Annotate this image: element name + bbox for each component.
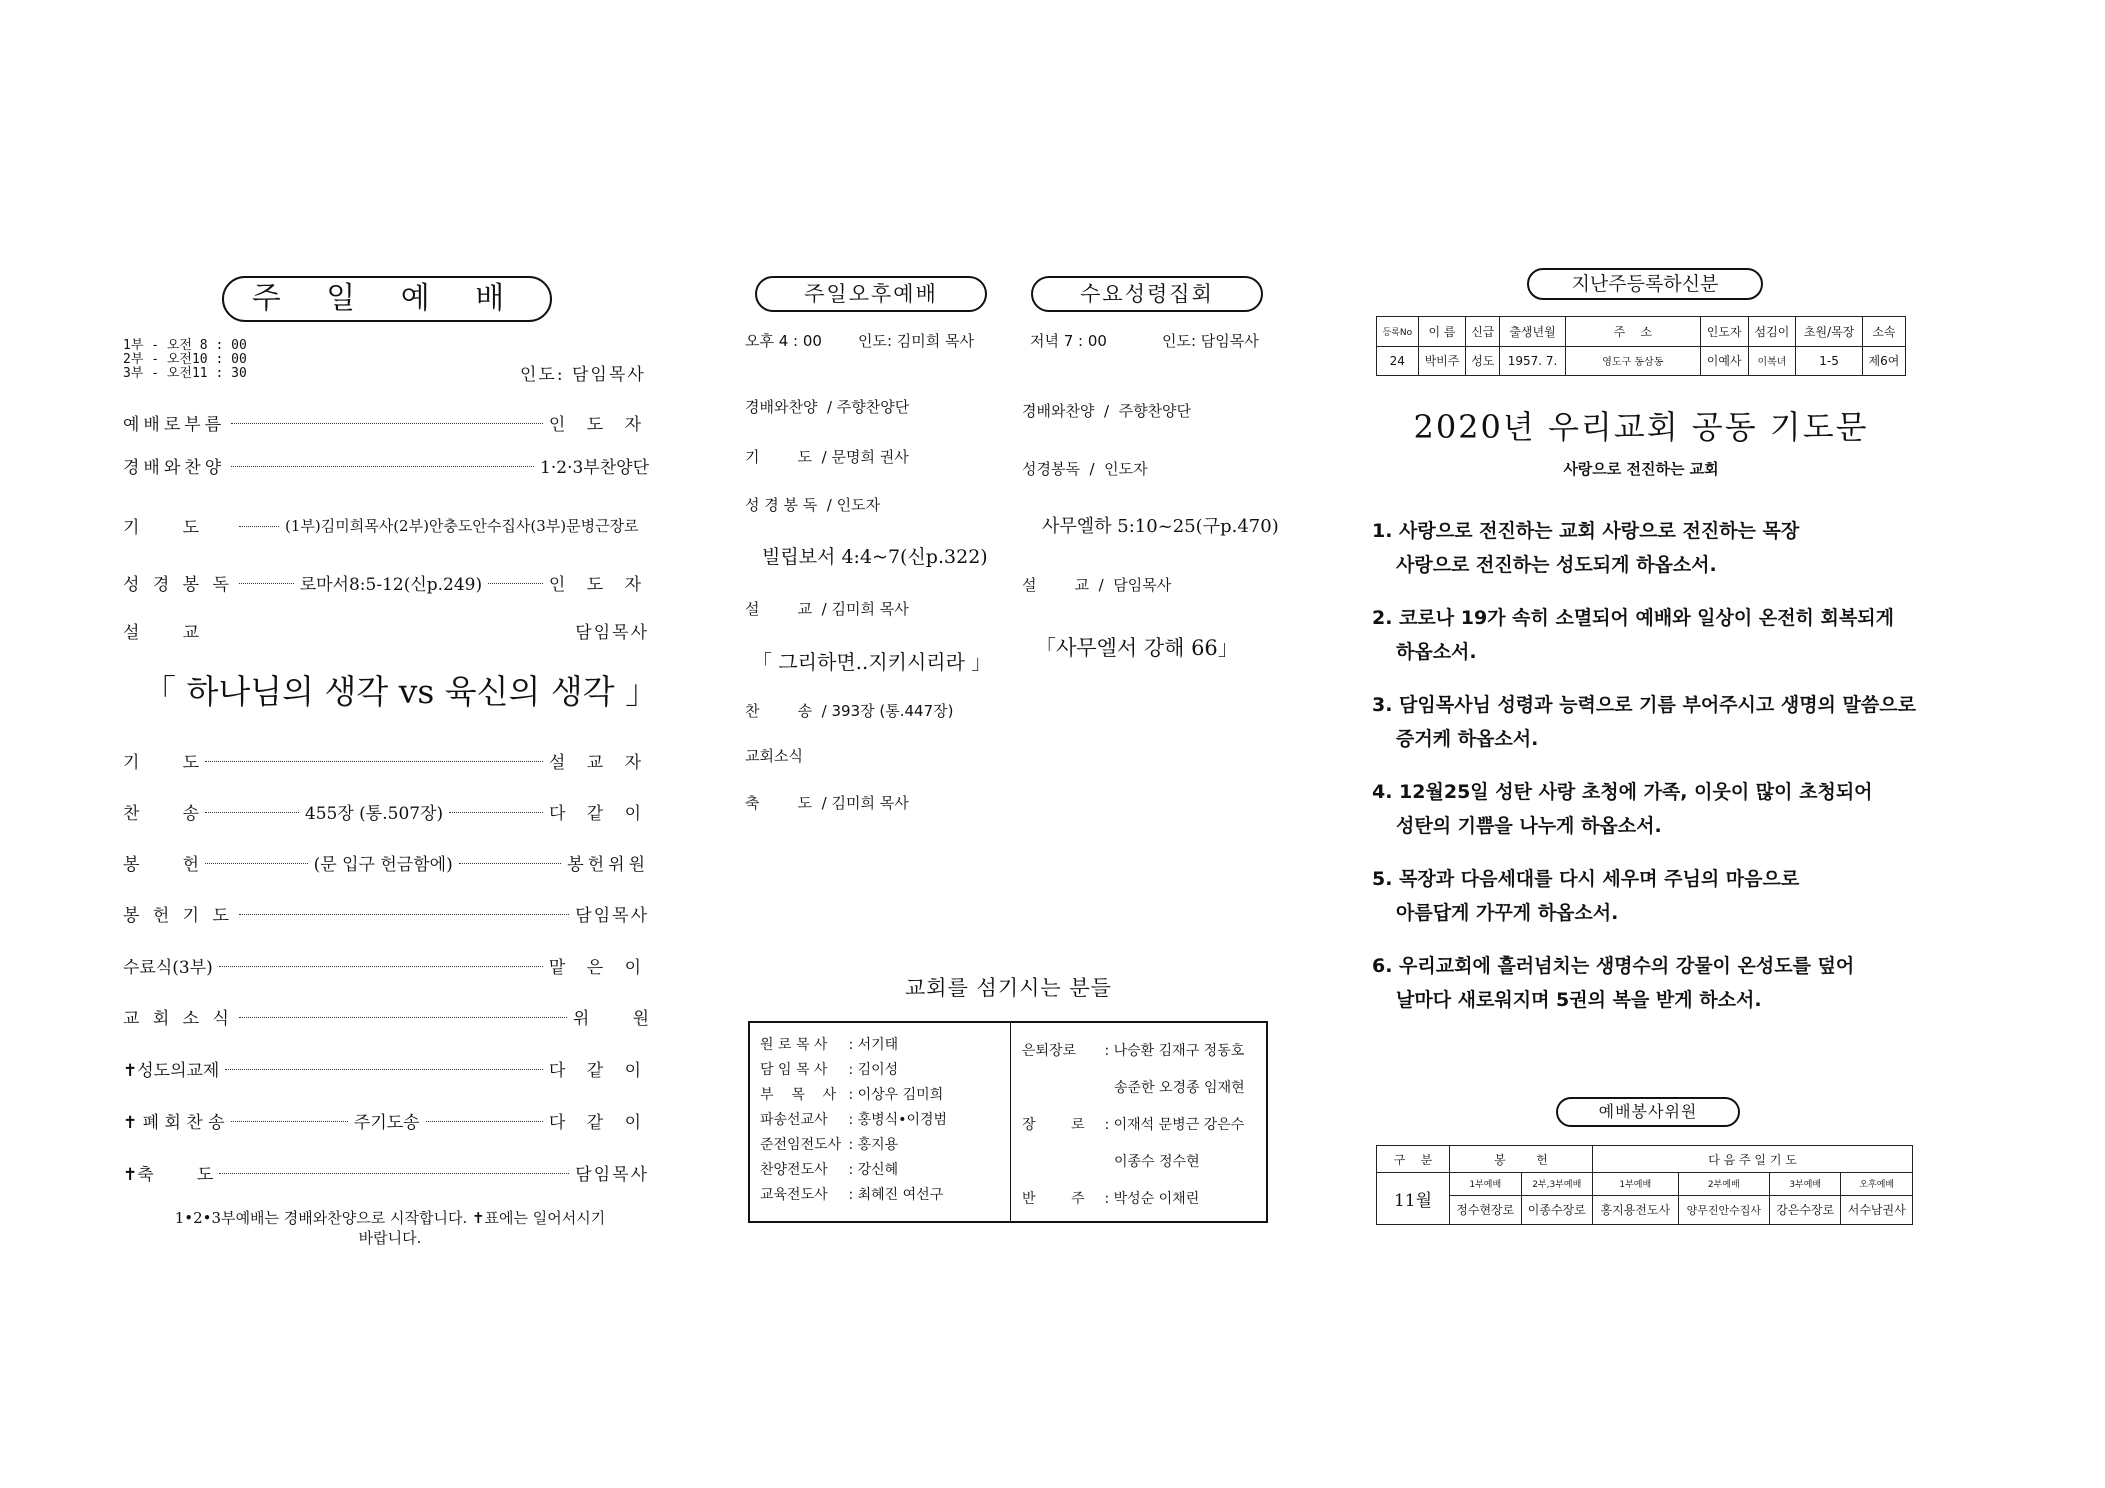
prayer-line: 5. 목장과 다음세대를 다시 세우며 주님의 마음으로 (1372, 868, 1800, 890)
staff-role: 반 주 (1022, 1191, 1085, 1207)
order-label: ✝축 도 (123, 1165, 214, 1185)
cell: 이예사 (1700, 346, 1748, 376)
order-row (123, 799, 649, 824)
cell: 박비주 (1418, 346, 1466, 376)
leader-dots (426, 1121, 543, 1122)
leader-dots (239, 526, 279, 527)
order-row (123, 1056, 649, 1081)
time-1: 1부 - 오전 8 : 00 (123, 338, 247, 353)
staff-role: 담 임 목 사 (760, 1062, 828, 1078)
cell: 영도구 동삼동 (1565, 346, 1700, 376)
prayer-line: 증거케 하옵소서. (1396, 728, 1539, 750)
sermon-title: 「 하나님의 생각 vs 육신의 생각 」 (143, 672, 659, 711)
header-cell: 소속 (1862, 317, 1905, 347)
staff-names: 송준한 오경종 임재현 (1114, 1080, 1245, 1096)
leader-dots (219, 1173, 569, 1174)
table-row (1377, 346, 1906, 376)
order-right: 다 같 이 (548, 1061, 649, 1081)
afternoon-item: 경배와찬양 / 주향찬양단 (745, 398, 910, 416)
staff-box (748, 1021, 1268, 1223)
afternoon-item: 기 도 / 문명희 권사 (745, 448, 909, 466)
order-right: 1·2·3부찬양단 (540, 458, 649, 478)
staff-names: 나승환 김재구 정동호 (1113, 1043, 1245, 1059)
order-right: 설 교 자 (548, 753, 649, 773)
sunday-leader: 인도: 담임목사 (520, 365, 646, 385)
leader-dots (205, 761, 543, 762)
staff-role: 장 로 (1022, 1117, 1085, 1133)
cell: 제6여 (1862, 346, 1905, 376)
cell: 24 (1377, 346, 1419, 376)
staff-right (1022, 1033, 1245, 1218)
prayer-line: 성탄의 기쁨을 나누게 하옵소서. (1396, 815, 1662, 837)
staff-role: 찬양전도사 (760, 1162, 828, 1178)
time-3: 3부 - 오전11 : 30 (123, 366, 247, 381)
prayer-list (1372, 514, 1932, 1017)
service-times (123, 339, 247, 381)
staff-role: 은퇴장로 (1022, 1043, 1077, 1059)
header-cell: 봉 헌 (1450, 1146, 1593, 1173)
order-row (123, 618, 649, 643)
footnote-line1: 1•2•3부예배는 경배와찬양으로 시작합니다. ✝표에는 일어서시기 (174, 1209, 606, 1227)
order-mid: 455장 (통.507장) (304, 804, 444, 824)
prayer-line: 아름답게 가꾸게 하옵소서. (1396, 902, 1619, 924)
name-cell: 강은수장로 (1769, 1195, 1841, 1224)
prayer-subtitle: 사랑으로 전진하는 교회 (1563, 460, 1719, 478)
order-right: 인 도 자 (548, 575, 649, 595)
leader-dots (231, 466, 534, 467)
order-row (123, 850, 649, 875)
order-label: 찬 송 (123, 804, 200, 824)
sub-cell: 2부예배 (1678, 1173, 1769, 1196)
afternoon-item: 설 교 / 김미희 목사 (745, 600, 909, 618)
order-right: 담임목사 (575, 906, 649, 926)
wednesday-time: 저녁 7 : 00 (1030, 332, 1107, 350)
leader-dots (459, 863, 562, 864)
sunday-footnote (140, 1208, 640, 1248)
wednesday-item: 성경봉독 / 인도자 (1022, 460, 1148, 478)
sub-cell: 3부예배 (1769, 1173, 1841, 1196)
service-sub-row (1377, 1173, 1913, 1196)
registration-table (1376, 316, 1906, 376)
order-label: ✝성도의교제 (123, 1061, 220, 1081)
afternoon-time: 오후 4 : 00 (745, 332, 822, 350)
staff-left (760, 1033, 947, 1208)
staff-role: 파송선교사 (760, 1112, 828, 1128)
order-label: 기 도 (123, 753, 200, 773)
leader-dots (239, 583, 294, 584)
order-row (123, 901, 649, 926)
footnote-line2: 바랍니다. (358, 1229, 422, 1247)
header-cell: 섬김이 (1748, 317, 1796, 347)
afternoon-item: 축 도 / 김미희 목사 (745, 794, 909, 812)
cell: 성도 (1466, 346, 1500, 376)
staff-names: 이재석 문병근 강은수 (1113, 1117, 1245, 1133)
staff-names: 서기태 (857, 1037, 899, 1053)
header-cell: 출생년월 (1500, 317, 1566, 347)
order-row (123, 748, 649, 773)
leader-dots (225, 1069, 543, 1070)
sub-cell: 1부예배 (1593, 1173, 1679, 1196)
order-right: 인 도 자 (548, 415, 649, 435)
service-title: 예배봉사위원 (1556, 1097, 1740, 1127)
staff-row: 장 로 : 이재석 문병근 강은수 (1022, 1107, 1245, 1144)
prayer-item (1372, 688, 1932, 756)
order-row (123, 453, 649, 478)
afternoon-sermon-title: 「 그리하면..지키시리라 」 (752, 650, 992, 674)
prayer-line: 1. 사랑으로 전진하는 교회 사랑으로 전진하는 목장 (1372, 520, 1800, 542)
prayer-line: 하옵소서. (1396, 641, 1477, 663)
staff-names: 강신혜 (857, 1162, 899, 1178)
staff-role: 교육전도사 (760, 1187, 828, 1203)
header-cell: 다 음 주 일 기 도 (1593, 1146, 1913, 1173)
leader-dots (239, 914, 569, 915)
staff-row: 원 로 목 사 : 서기태 (760, 1033, 947, 1058)
prayer-line: 4. 12월25일 성탄 사랑 초청에 가족, 이웃이 많이 초청되어 (1372, 781, 1873, 803)
leader-dots (219, 966, 543, 967)
order-right: (1부)김미희목사(2부)안충도안수집사(3부)문병근장로 (285, 517, 639, 535)
name-cell: 양무진안수집사 (1678, 1195, 1769, 1224)
afternoon-scripture: 빌립보서 4:4~7(신p.322) (762, 546, 988, 568)
leader-dots (231, 1121, 348, 1122)
header-cell: 인도자 (1700, 317, 1748, 347)
order-mid: (문 입구 헌금함에) (313, 855, 453, 875)
leader-dots (205, 812, 299, 813)
leader-dots (205, 863, 308, 864)
order-right: 위 원 (572, 1009, 649, 1029)
header-cell: 주 소 (1565, 317, 1700, 347)
afternoon-item: 찬 송 / 393장 (통.447장) (745, 702, 954, 720)
order-row (123, 410, 649, 435)
registration-title: 지난주등록하신분 (1527, 268, 1763, 300)
month-cell: 11월 (1377, 1173, 1450, 1225)
afternoon-title: 주일오후예배 (755, 276, 987, 312)
prayer-item (1372, 949, 1932, 1017)
name-cell: 정수현장로 (1450, 1195, 1522, 1224)
order-label: 수료식(3부) (123, 958, 213, 978)
cell: 1957. 7. (1500, 346, 1566, 376)
sunday-title: 주 일 예 배 (222, 276, 552, 322)
staff-names: 박성순 이채린 (1113, 1191, 1200, 1207)
order-row (123, 513, 649, 538)
sub-cell: 오후예배 (1841, 1173, 1913, 1196)
staff-divider (1010, 1023, 1011, 1221)
header-cell: 등록No (1377, 317, 1419, 347)
order-mid: 로마서8:5-12(신p.249) (299, 575, 483, 595)
staff-names: 이상우 김미희 (857, 1087, 944, 1103)
order-right: 다 같 이 (548, 804, 650, 824)
staff-row: 준전임전도사 : 홍지용 (760, 1133, 947, 1158)
prayer-line: 날마다 새로워지며 5권의 복을 받게 하소서. (1396, 989, 1762, 1011)
staff-row: 반 주 : 박성순 이채린 (1022, 1181, 1245, 1218)
staff-row: 찬양전도사 : 강신혜 (760, 1158, 947, 1183)
sub-cell: 1부예배 (1450, 1173, 1522, 1196)
leader-dots (488, 583, 543, 584)
order-label: 교 회 소 식 (123, 1009, 233, 1029)
order-label: 경배와찬양 (123, 458, 226, 478)
staff-row: 담 임 목 사 : 김이성 (760, 1058, 947, 1083)
staff-role: 준전임전도사 (760, 1137, 842, 1153)
header-cell: 초원/목장 (1796, 317, 1863, 347)
order-row (123, 570, 649, 595)
header-cell: 이 름 (1418, 317, 1466, 347)
order-row (123, 1108, 649, 1133)
order-right: 맡 은 이 (548, 958, 649, 978)
staff-role: 원 로 목 사 (760, 1037, 828, 1053)
name-cell: 이종수장로 (1521, 1195, 1593, 1224)
staff-role: 부 목 사 (760, 1087, 837, 1103)
order-row (123, 953, 649, 978)
order-right: 다 같 이 (548, 1113, 649, 1133)
sub-cell: 2부,3부예배 (1521, 1173, 1593, 1196)
name-cell: 서수남권사 (1841, 1195, 1913, 1224)
staff-names: 최혜진 여선구 (857, 1187, 944, 1203)
order-mid: 주기도송 (353, 1113, 420, 1133)
service-names-row (1377, 1195, 1913, 1224)
staff-row (1022, 1144, 1245, 1181)
order-label: 설 교 (123, 623, 200, 643)
staff-row: 부 목 사 : 이상우 김미희 (760, 1083, 947, 1108)
wednesday-leader: 인도: 담임목사 (1162, 332, 1259, 350)
staff-names: 홍병식•이경범 (857, 1112, 948, 1128)
header-cell: 구 분 (1377, 1146, 1450, 1173)
wednesday-sermon-title: 「사무엘서 강해 66」 (1035, 636, 1239, 660)
wednesday-scripture: 사무엘하 5:10~25(구p.470) (1042, 516, 1279, 537)
wednesday-item: 설 교 / 담임목사 (1022, 576, 1172, 594)
name-cell: 홍지용전도사 (1593, 1195, 1679, 1224)
prayer-line: 6. 우리교회에 흘러넘치는 생명수의 강물이 온성도를 덮어 (1372, 955, 1855, 977)
order-right: 봉헌위원 (567, 855, 649, 875)
cell: 이복녀 (1748, 346, 1796, 376)
staff-title: 교회를 섬기시는 분들 (905, 976, 1112, 1000)
order-row (123, 1160, 649, 1185)
order-right: 담임목사 (575, 623, 649, 643)
staff-names: 홍지용 (857, 1137, 899, 1153)
order-label: 봉 헌 (123, 855, 200, 875)
afternoon-item: 교회소식 (745, 747, 803, 765)
registration-header-row (1377, 317, 1906, 347)
order-right: 담임목사 (575, 1165, 649, 1185)
cell: 1-5 (1796, 346, 1863, 376)
order-label: 봉 헌 기 도 (123, 906, 233, 926)
service-header-row (1377, 1146, 1913, 1173)
order-label: 예배로부름 (123, 415, 226, 435)
wednesday-item: 경배와찬양 / 주향찬양단 (1022, 402, 1192, 420)
afternoon-item: 성 경 봉 독 / 인도자 (745, 496, 881, 514)
prayer-item (1372, 775, 1932, 843)
prayer-item (1372, 862, 1932, 930)
header-cell: 신급 (1466, 317, 1500, 347)
prayer-item (1372, 601, 1932, 669)
staff-row: 파송선교사 : 홍병식•이경범 (760, 1108, 947, 1133)
staff-row (1022, 1070, 1245, 1107)
prayer-line: 사랑으로 전진하는 성도되게 하옵소서. (1396, 554, 1717, 576)
staff-row: 교육전도사 : 최혜진 여선구 (760, 1183, 947, 1208)
order-label: ✝ 폐 회 찬 송 (123, 1113, 225, 1133)
prayer-title: 2020년 우리교회 공동 기도문 (1413, 408, 1869, 446)
leader-dots (239, 1017, 567, 1018)
order-label: 성 경 봉 독 (123, 575, 233, 595)
leader-dots (449, 812, 543, 813)
prayer-line: 2. 코로나 19가 속히 소멸되어 예배와 일상이 온전히 회복되게 (1372, 607, 1894, 629)
staff-names: 김이성 (857, 1062, 899, 1078)
order-row (123, 1004, 649, 1029)
service-table (1376, 1145, 1913, 1225)
time-2: 2부 - 오전10 : 00 (123, 352, 247, 367)
afternoon-leader: 인도: 김미희 목사 (858, 332, 975, 350)
leader-dots (231, 423, 543, 424)
staff-row: 은퇴장로 : 나승환 김재구 정동호 (1022, 1033, 1245, 1070)
staff-names: 이종수 정수현 (1114, 1154, 1200, 1170)
order-label: 기 도 (123, 518, 200, 538)
wednesday-title: 수요성령집회 (1031, 276, 1263, 312)
prayer-line: 3. 담임목사님 성령과 능력으로 기름 부어주시고 생명의 말씀으로 (1372, 694, 1916, 716)
prayer-item (1372, 514, 1932, 582)
